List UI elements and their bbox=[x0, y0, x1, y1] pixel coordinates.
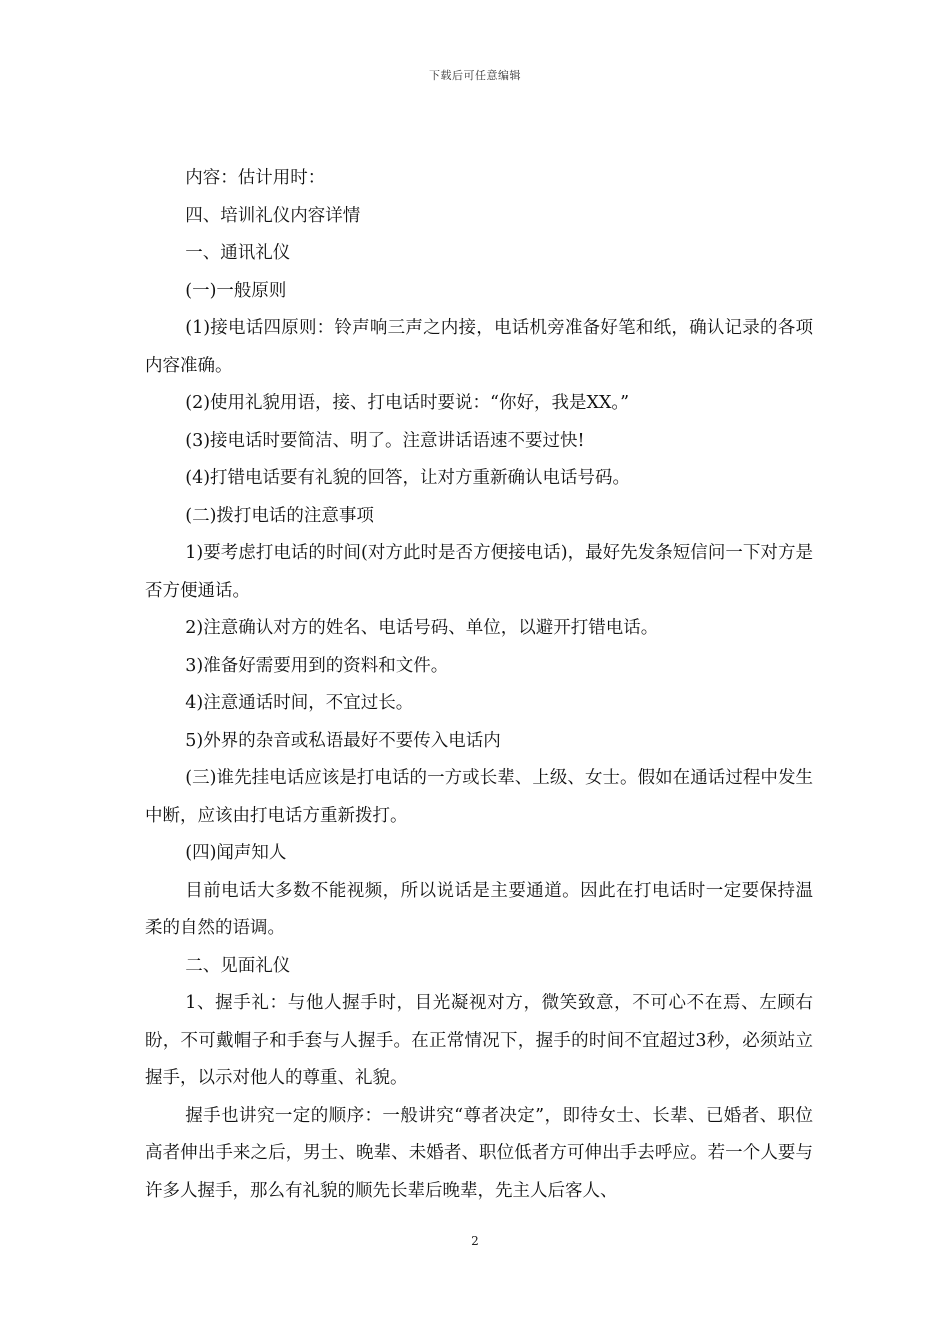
list-item: 3)准备好需要用到的资料和文件。 bbox=[185, 655, 449, 676]
list-item: (2)使用礼貌用语，接、打电话时要说：“你好，我是XX。” bbox=[185, 393, 630, 413]
page-header: 下载后可任意编辑 bbox=[429, 69, 521, 82]
list-item: (3)接电话时要简洁、明了。注意讲话语速不要过快! bbox=[185, 430, 585, 451]
subheading-general-principles: (一)一般原则 bbox=[185, 280, 287, 301]
heading-communication-etiquette: 一、通讯礼仪 bbox=[185, 243, 291, 263]
list-item: (4)打错电话要有礼貌的回答，让对方重新确认电话号码。 bbox=[185, 468, 631, 488]
list-item: 2)注意确认对方的姓名、电话号码、单位，以避开打错电话。 bbox=[185, 618, 659, 638]
subheading-know-by-voice: (四)闻声知人 bbox=[185, 843, 287, 863]
page-number: 2 bbox=[471, 1234, 479, 1248]
heading-training-details: 四、培训礼仪内容详情 bbox=[185, 205, 361, 226]
heading-meeting-etiquette: 二、见面礼仪 bbox=[185, 955, 291, 976]
paragraph-time-estimate: 内容：估计用时： bbox=[185, 168, 326, 188]
list-item: 4)注意通话时间，不宜过长。 bbox=[185, 693, 414, 713]
paragraph-voice-tone: 目前电话大多数不能视频，所以说话是主要通道。因此在打电话时一定要保持温柔的自然的语调。 bbox=[145, 880, 813, 938]
subheading-calling-notes: (二)拨打电话的注意事项 bbox=[185, 505, 374, 526]
document-body bbox=[145, 160, 813, 1210]
list-item: (1)接电话四原则：铃声响三声之内接，电话机旁准备好笔和纸，确认记录的各项内容准确。 bbox=[145, 318, 813, 376]
paragraph-handshake: 1、握手礼：与他人握手时，目光凝视对方，微笑致意，不可心不在焉、左顾右盼，不可戴帽子和手套与人握手。在正常情况下，握手的时间不宜超过3秒，必须站立握手，以示对他人的尊重、礼貌。 bbox=[145, 993, 813, 1088]
paragraph-handshake-order: 握手也讲究一定的顺序：一般讲究“尊者决定”，即待女士、长辈、已婚者、职位高者伸出手来之后，男士、晚辈、未婚者、职位低者方可伸出手去呼应。若一个人要与许多人握手，那么有礼貌的顺先长辈后晚辈，先主人后客人、 bbox=[145, 1105, 813, 1201]
list-item: 5)外界的杂音或私语最好不要传入电话内 bbox=[185, 730, 501, 751]
paragraph-hang-up-order: (三)谁先挂电话应该是打电话的一方或长辈、上级、女士。假如在通话过程中发生中断，应该由打电话方重新拨打。 bbox=[145, 768, 813, 826]
list-item: 1)要考虑打电话的时间(对方此时是否方便接电话)，最好先发条短信问一下对方是否方便通话。 bbox=[145, 543, 813, 601]
